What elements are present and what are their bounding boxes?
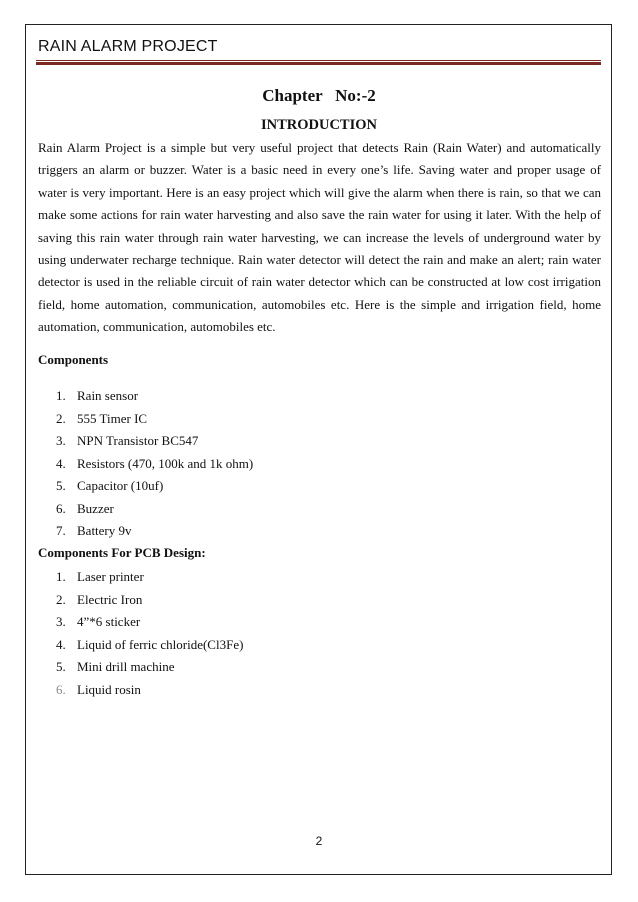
header-rule-thick (36, 62, 601, 65)
section-title: INTRODUCTION (260, 117, 377, 133)
list-item (56, 611, 243, 634)
components-heading: Components (38, 352, 109, 367)
list-item-text: Resistors (470, 100k and 1k ohm) (77, 455, 254, 471)
list-item (56, 589, 243, 612)
intro-paragraph: Rain Alarm Project is a simple but very useful project that detects Rain (Rain Water) and automatically triggers an alarm or buzzer. Water is a basic need in every one’s life. Saving water and proper usage of water is very important. Here is an easy project which will give the alarm when there is rain, so that we can make some actions for rain water harvesting and also save the rain water for using it later. With the help of saving this rain water through rain water harvesting, we can increase the levels of underground water by using underwater recharge technique. Rain water detector will detect the rain and make an alert; rain water detector is used in the reliable circuit of rain water detector which can be constructed at low cost irrigation field, home automation, communication, automobiles etc. Here is the simple and irrigation field, home automation, communication, automobiles etc. (38, 140, 601, 335)
page-number: 2 (315, 834, 323, 848)
list-item-text: Capacitor (10uf) (77, 478, 164, 493)
list-item (56, 430, 253, 453)
list-item-number: 4. (56, 455, 66, 471)
list-item (56, 498, 253, 521)
list-item-text: Buzzer (77, 500, 114, 516)
list-item-number: 5. (56, 478, 66, 493)
list-item-text: Liquid of ferric chloride(Cl3Fe) (77, 636, 244, 652)
list-item-text: Laser printer (77, 569, 144, 584)
list-item-number: 1. (56, 569, 66, 584)
header-rule-thin (36, 60, 601, 61)
list-item-number: 7. (56, 523, 66, 538)
list-item-number: 6. (56, 500, 66, 516)
list-item-number: 1. (56, 388, 66, 403)
list-item-text: Electric Iron (77, 591, 143, 607)
list-item-text: NPN Transistor BC547 (77, 433, 199, 448)
header-title: RAIN ALARM PROJECT (38, 38, 218, 55)
chapter-title: Chapter No:-2 (262, 86, 376, 105)
list-item-text: Rain sensor (77, 388, 139, 403)
components-list (56, 385, 253, 543)
list-item-text: 4”*6 sticker (77, 614, 141, 629)
list-item-text: Battery 9v (77, 523, 132, 538)
list-item (56, 566, 243, 589)
list-item-number: 2. (56, 410, 66, 426)
list-item (56, 408, 253, 431)
pcb-components-heading: Components For PCB Design: (38, 545, 206, 560)
list-item (56, 520, 253, 543)
list-item-number: 3. (56, 614, 66, 629)
list-item-number: 3. (56, 433, 66, 448)
list-item-number: 6. (56, 681, 66, 697)
list-item-number: 2. (56, 591, 66, 607)
list-item (56, 679, 243, 702)
list-item-text: Mini drill machine (77, 659, 175, 674)
list-item (56, 385, 253, 408)
list-item (56, 656, 243, 679)
list-item (56, 475, 253, 498)
list-item (56, 634, 243, 657)
list-item-text: 555 Timer IC (77, 410, 148, 426)
list-item-number: 5. (56, 659, 66, 674)
list-item-text: Liquid rosin (77, 681, 141, 697)
pcb-components-list (56, 566, 243, 701)
list-item (56, 453, 253, 476)
list-item-number: 4. (56, 636, 66, 652)
